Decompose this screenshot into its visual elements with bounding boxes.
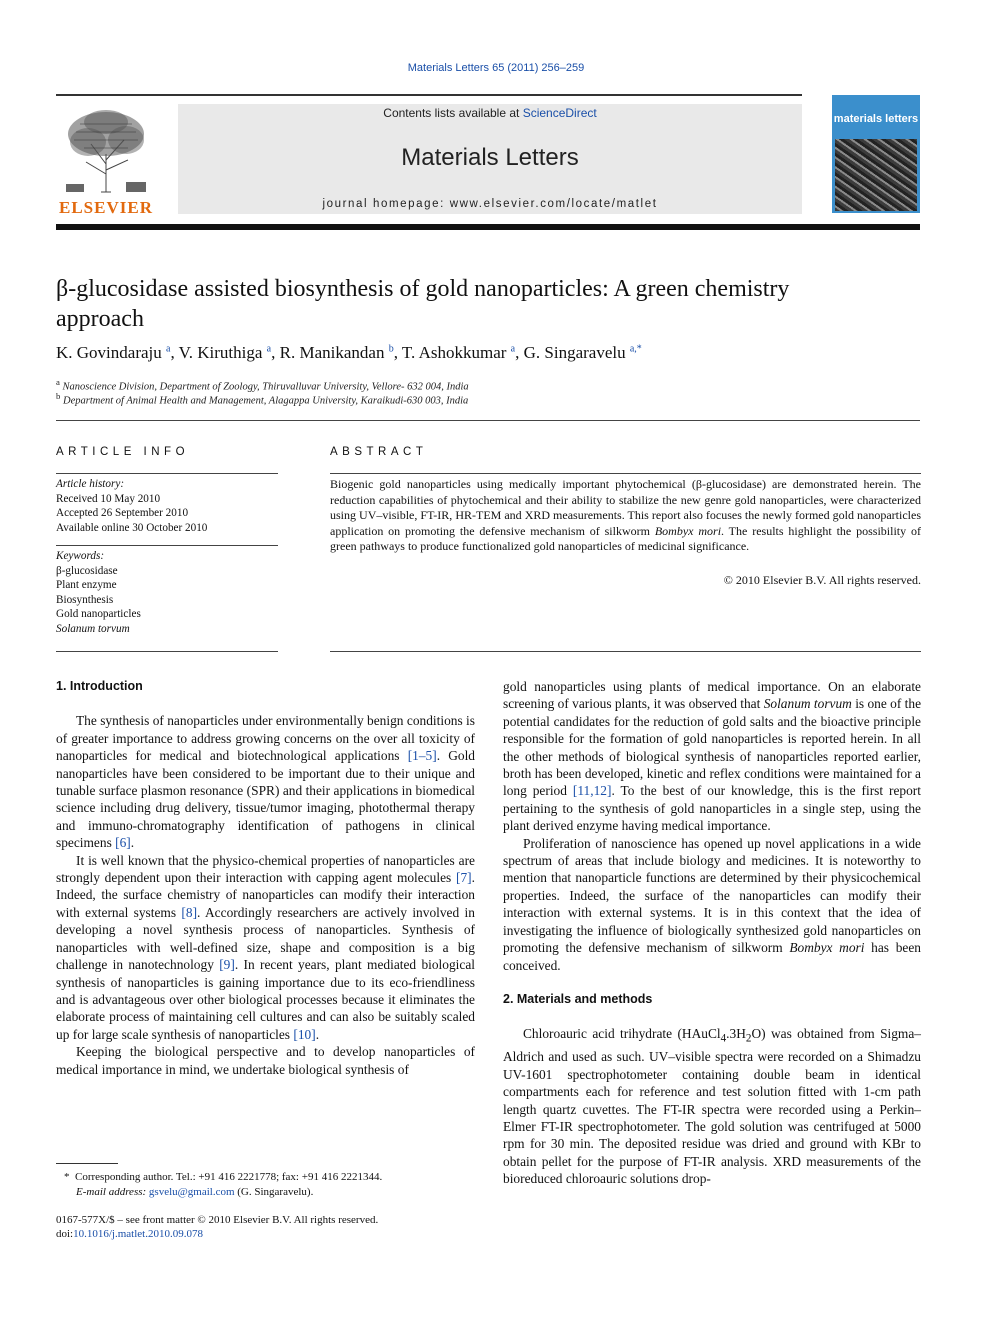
asterisk-icon: * — [64, 1171, 75, 1183]
contents-line: Contents lists available at ScienceDirect — [383, 106, 597, 120]
author-name[interactable]: G. Singaravelu — [523, 343, 626, 362]
reference-link[interactable]: [7] — [456, 870, 472, 886]
elsevier-logo[interactable] — [56, 104, 156, 216]
article-history — [56, 477, 278, 535]
masthead-box — [178, 104, 802, 214]
author-name[interactable]: K. Govindaraju — [56, 343, 162, 362]
affiliation: $^a$ Nanoscience Division, Department of Zoology, Thiruvalluvar University, Vellore- 632 004, India — [56, 377, 469, 393]
divider — [56, 420, 920, 421]
issn-line: 0167-577X/$ – see front matter © 2010 Elsevier B.V. All rights reserved. — [56, 1214, 379, 1226]
divider — [56, 473, 278, 474]
keyword: β-glucosidase — [56, 564, 118, 577]
author-sup[interactable]: a,* — [629, 343, 642, 355]
masthead-rule — [56, 94, 802, 96]
history-item: Accepted 26 September 2010 — [56, 507, 189, 519]
email-link[interactable]: gsvelu@gmail.com — [148, 1186, 235, 1198]
cover-image — [835, 139, 917, 211]
divider — [330, 473, 921, 474]
keyword: Gold nanoparticles — [56, 608, 141, 620]
reference-link[interactable]: [6] — [115, 835, 131, 851]
keyword: Solanum torvum — [56, 622, 130, 635]
paragraph: gold nanoparticles using plants of medical importance. On an elaborate screening of various plants, it was observed that Solanum torvum is one of the potential candidates for the reduction of gold salts and the bioactive principle responsible for the formation of gold nanoparticles is reported herein. In all the other methods of biological synthesis of nanoparticles reported earlier, broth has been developed, kinetic and reflex conditions were maintained for a long period [11,12]. To the best of our knowledge, this is the first report pertaining to the synthesis of gold nanoparticles in a single step, using the plant derived enzyme having medical importance. — [503, 679, 922, 834]
author-list: K. Govindaraju $^a$, V. Kiruthiga $^a$, R. Manikandan $^b$, T. Ashokkumar $^a$, G. Singaravelu $^{a,*}$ — [56, 343, 642, 362]
paragraph: It is well known that the physico-chemical properties of nanoparticles are strongly dependent upon their interaction with capping agent molecules [7]. Indeed, the surface chemistry of nanoparticles can modify their interaction with external systems [8]. Accordingly researchers are actively involved in developing a novel synthesis process of nanoparticles. Synthesis of nanoparticles with well-defined size, shape and composition is a big challenge in nanotechnology [9]. In recent years, plant mediated biological synthesis of nanoparticles is gaining importance due to its eco-friendliness and is advantageous over other biological processes because it eliminates the elaborate process of maintaining cell cultures and can also be suitably scaled up for large scale synthesis of nanoparticles [10]. — [56, 852, 475, 1042]
paragraph: Keeping the biological perspective and to develop nanoparticles of medical importance in mind, we undertake biological synthesis of — [56, 1044, 475, 1077]
history-item: Available online 30 October 2010 — [56, 521, 208, 534]
affiliation: $^b$ Department of Animal Health and Management, Alagappa University, Karaikudi-630 003, India — [56, 391, 469, 407]
paragraph: The synthesis of nanoparticles under environmentally benign conditions is of greater importance to address growing concerns on the over all toxicity of nanoparticles for medical and biotechnological applications [1–5]. Gold nanoparticles have been considered to be important due to their unique and tunable surface plasmon resonance (SPR) and their applications in biomedical science including drug delivery, tissue/tumor imaging, photothermal therapy and immuno-chromatography identification of pathogens in clinical specimens [6]. — [56, 713, 476, 851]
abstract-heading: ABSTRACT — [330, 446, 428, 458]
paragraph: Chloroauric acid trihydrate $(HAuCl_4.3H_2O)$ was obtained from Sigma–Aldrich and used as such. UV–visible spectra were recorded on a Shimadzu UV-1601 spectrophotometer containing double beam in identical compartments each for reference and test solution fitted with 1-cm path length quartz cuvettes. The FT-IR spectra were recorded using a Perkin–Elmer FT-IR spectrophotometer. The gold solution was centrifuged at 5000 rpm for 30 min. The deposited residue was dried and ground with KBr to obtain pellet for the purpose of FT-IR analysis. XRD measurements of the bioreduced chloroauric solutions drop- — [503, 1026, 921, 1187]
author-name[interactable]: T. Ashokkumar — [401, 343, 507, 362]
reference-link[interactable]: [1–5] — [407, 748, 437, 764]
header-thick-rule — [56, 224, 920, 230]
history-item: Received 10 May 2010 — [56, 492, 161, 505]
doi-link[interactable]: 10.1016/j.matlet.2010.09.078 — [73, 1228, 203, 1240]
footnote-rule — [56, 1163, 118, 1164]
keywords-label: Keywords: — [56, 550, 105, 562]
keyword: Biosynthesis — [56, 593, 114, 606]
history-label: Article history: — [56, 478, 125, 490]
reference-link[interactable]: [9] — [219, 957, 235, 973]
article-title: β-glucosidase assisted biosynthesis of gold nanoparticles: A green chemistry approach — [56, 276, 790, 332]
elsevier-wordmark: ELSEVIER — [59, 198, 153, 217]
author-sup[interactable]: a — [266, 343, 272, 355]
corresponding-footnote: * Corresponding author. Tel.: +91 416 2221778; fax: +91 416 2221344. — [64, 1171, 383, 1183]
divider — [330, 651, 921, 652]
keyword: Plant enzyme — [56, 579, 117, 591]
keywords — [56, 549, 278, 636]
author-sup[interactable]: a — [166, 343, 171, 355]
divider — [56, 545, 278, 546]
journal-citation[interactable]: Materials Letters 65 (2011) 256–259 — [407, 62, 585, 74]
divider — [56, 651, 278, 652]
article-info-heading: ARTICLE INFO — [56, 446, 190, 458]
abstract-text: Biogenic gold nanoparticles using medically important phytochemical (β-glucosidase) are demonstrated herein. The reduction capabilities of phytochemical and their ability to stabilize the new genre gold nanoparticles, were characterized using UV–visible, FT-IR, HR-TEM and XRD measurements. This report also focuses the newly formed gold nanoparticles application on promoting the defensive mechanism of silkworm Bombyx mori. The results highlight the possibility of green pathways to produce functionalized gold nanoparticles of medicinal significance. — [330, 477, 921, 554]
author-sup[interactable]: a — [510, 343, 516, 355]
intro-heading: 1. Introduction — [56, 679, 143, 693]
reference-link[interactable]: [10] — [293, 1026, 316, 1042]
doi-line: doi:10.1016/j.matlet.2010.09.078 — [56, 1228, 203, 1240]
paragraph: Proliferation of nanoscience has opened up novel applications in a wide spectrum of areas that include biology and medicines. It is noteworthy to mention that nanoparticle functions are determined by their physicochemical properties. Indeed, the surface of the nanoparticles can modify their interaction with external systems. It is in this context that the idea of investigating the influence of biologically synthesized gold nanoparticles on promoting the defensive mechanism of silkworm Bombyx mori has been conceived. — [503, 835, 921, 973]
author-name[interactable]: R. Manikandan — [279, 343, 385, 362]
reference-link[interactable]: [8] — [181, 904, 198, 920]
author-sup[interactable]: b — [388, 343, 394, 355]
body-right-column — [503, 678, 921, 1188]
elsevier-tree-icon — [56, 104, 156, 196]
abstract-copyright: © 2010 Elsevier B.V. All rights reserved. — [723, 573, 921, 587]
body-left-column — [56, 678, 475, 1078]
methods-heading: 2. Materials and methods — [503, 991, 653, 1006]
author-name[interactable]: V. Kiruthiga — [178, 343, 263, 362]
sciencedirect-link[interactable]: ScienceDirect — [522, 106, 597, 120]
reference-link[interactable]: [11,12] — [572, 783, 612, 799]
cover-title: materials letters — [833, 113, 919, 125]
journal-homepage[interactable]: journal homepage: www.elsevier.com/locate/matlet — [322, 198, 658, 210]
journal-name: Materials Letters — [401, 144, 579, 171]
journal-cover[interactable] — [832, 95, 920, 213]
email-footnote: E-mail address: gsvelu@gmail.com (G. Singaravelu). — [76, 1186, 314, 1198]
